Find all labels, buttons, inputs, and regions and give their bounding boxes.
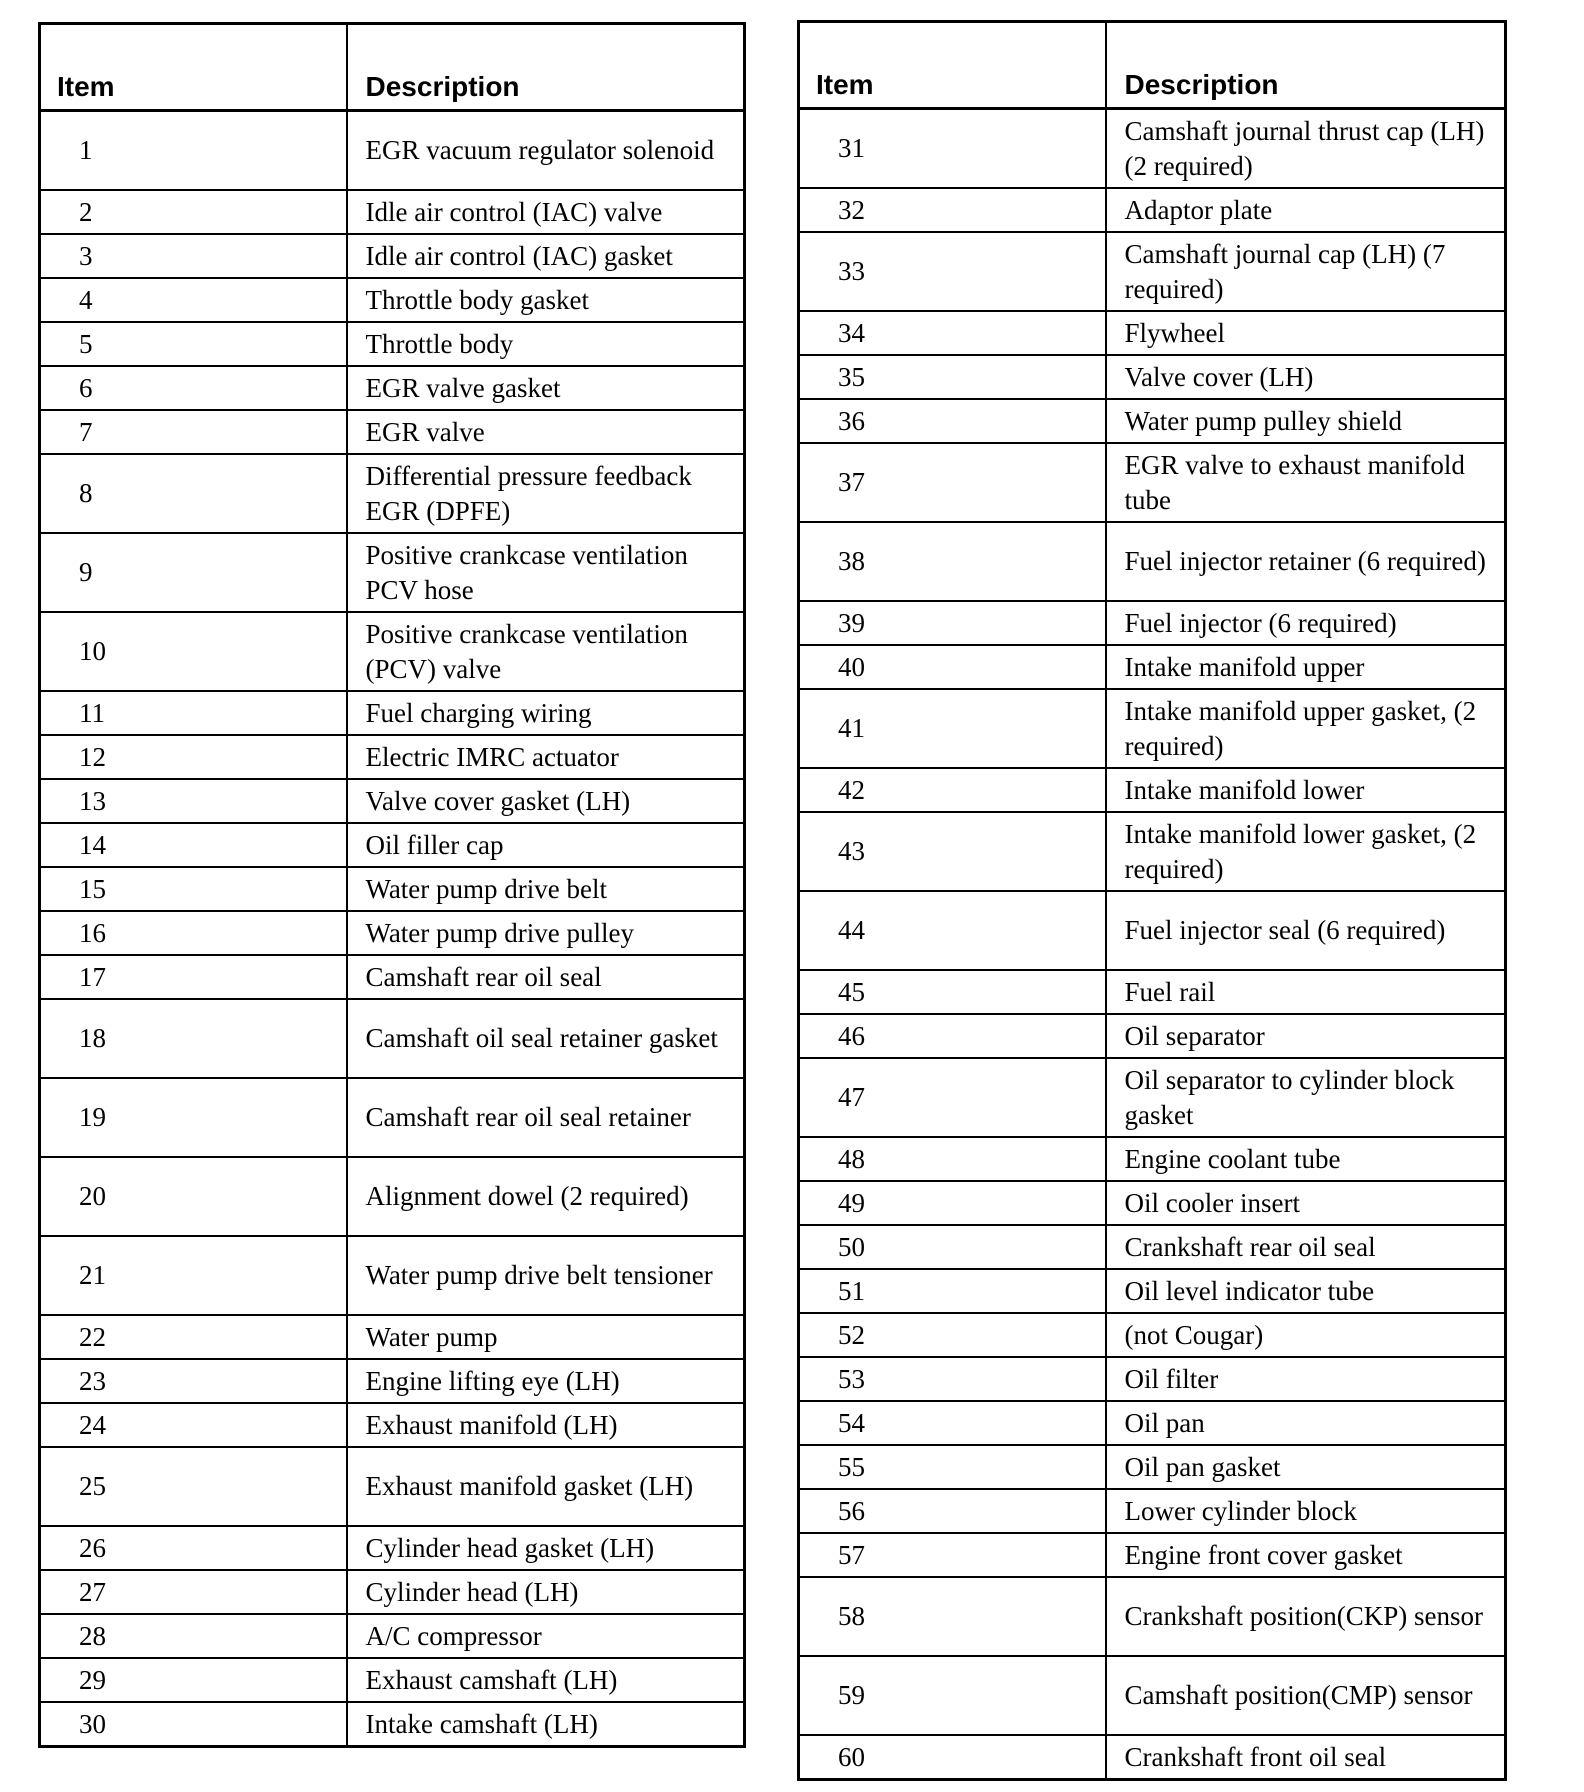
item-number-cell: 1 [40, 111, 347, 191]
item-number-cell: 37 [799, 443, 1106, 522]
table-row [40, 278, 745, 322]
table-row [40, 1702, 745, 1747]
item-number-cell: 14 [40, 823, 347, 867]
item-description-cell: EGR vacuum regulator solenoid [347, 111, 745, 191]
table-row [799, 109, 1506, 189]
table-row [40, 322, 745, 366]
item-number-cell: 27 [40, 1570, 347, 1614]
item-number-cell: 28 [40, 1614, 347, 1658]
table-row [799, 1313, 1506, 1357]
item-description-cell: Exhaust camshaft (LH) [347, 1658, 745, 1702]
item-number-cell: 30 [40, 1702, 347, 1747]
item-description-cell: (not Cougar) [1106, 1313, 1506, 1357]
table-row [40, 823, 745, 867]
item-number-cell: 2 [40, 190, 347, 234]
item-number-cell: 45 [799, 970, 1106, 1014]
table-row [40, 911, 745, 955]
table-row [40, 779, 745, 823]
item-number-cell: 54 [799, 1401, 1106, 1445]
table-row [799, 232, 1506, 311]
item-description-cell: Oil filter [1106, 1357, 1506, 1401]
item-number-cell: 43 [799, 812, 1106, 891]
table-row [40, 1236, 745, 1315]
table-row [799, 1445, 1506, 1489]
item-number-cell: 10 [40, 612, 347, 691]
item-description-cell: Adaptor plate [1106, 188, 1506, 232]
table-row [799, 1489, 1506, 1533]
item-number-cell: 17 [40, 955, 347, 999]
table-row [799, 1137, 1506, 1181]
item-number-cell: 52 [799, 1313, 1106, 1357]
table-row [799, 601, 1506, 645]
item-description-cell: Oil pan [1106, 1401, 1506, 1445]
table-row [40, 612, 745, 691]
item-description-cell: Valve cover (LH) [1106, 355, 1506, 399]
item-description-cell: Intake manifold lower [1106, 768, 1506, 812]
item-number-cell: 46 [799, 1014, 1106, 1058]
item-description-cell: Cylinder head gasket (LH) [347, 1526, 745, 1570]
table-row [799, 689, 1506, 768]
table-row [40, 1359, 745, 1403]
item-description-cell: Camshaft journal thrust cap (LH) (2 required) [1106, 109, 1506, 189]
item-number-cell: 39 [799, 601, 1106, 645]
header-row [40, 24, 745, 111]
item-description-cell: Exhaust manifold gasket (LH) [347, 1447, 745, 1526]
item-number-cell: 18 [40, 999, 347, 1078]
table-row [799, 891, 1506, 970]
parts-table-left [38, 22, 746, 1748]
item-description-cell: Intake manifold upper gasket, (2 required) [1106, 689, 1506, 768]
item-description-cell: Idle air control (IAC) valve [347, 190, 745, 234]
item-description-cell: Oil separator [1106, 1014, 1506, 1058]
item-description-cell: Camshaft position(CMP) sensor [1106, 1656, 1506, 1735]
item-number-cell: 25 [40, 1447, 347, 1526]
item-number-cell: 55 [799, 1445, 1106, 1489]
item-number-cell: 31 [799, 109, 1106, 189]
table-row [799, 1181, 1506, 1225]
item-description-cell: EGR valve gasket [347, 366, 745, 410]
item-number-cell: 38 [799, 522, 1106, 601]
item-number-cell: 40 [799, 645, 1106, 689]
table-row [40, 1157, 745, 1236]
item-description-cell: Crankshaft rear oil seal [1106, 1225, 1506, 1269]
item-number-cell: 36 [799, 399, 1106, 443]
description-column-header: Description [347, 24, 745, 111]
item-description-cell: EGR valve to exhaust manifold tube [1106, 443, 1506, 522]
table-row [799, 1058, 1506, 1137]
table-row [40, 1403, 745, 1447]
item-description-cell: Valve cover gasket (LH) [347, 779, 745, 823]
item-number-cell: 26 [40, 1526, 347, 1570]
item-number-cell: 22 [40, 1315, 347, 1359]
table-row [799, 399, 1506, 443]
item-number-cell: 13 [40, 779, 347, 823]
item-number-cell: 20 [40, 1157, 347, 1236]
item-number-cell: 34 [799, 311, 1106, 355]
item-description-cell: Exhaust manifold (LH) [347, 1403, 745, 1447]
table-row [40, 999, 745, 1078]
item-description-cell: Throttle body gasket [347, 278, 745, 322]
item-description-cell: Crankshaft position(CKP) sensor [1106, 1577, 1506, 1656]
item-number-cell: 11 [40, 691, 347, 735]
item-description-cell: Fuel injector seal (6 required) [1106, 891, 1506, 970]
item-number-cell: 50 [799, 1225, 1106, 1269]
item-number-cell: 35 [799, 355, 1106, 399]
item-description-cell: Water pump drive pulley [347, 911, 745, 955]
item-description-cell: Crankshaft front oil seal [1106, 1735, 1506, 1780]
item-column-header: Item [799, 22, 1106, 109]
table-row [40, 1078, 745, 1157]
item-description-cell: Camshaft rear oil seal retainer [347, 1078, 745, 1157]
item-description-cell: Electric IMRC actuator [347, 735, 745, 779]
item-description-cell: Engine lifting eye (LH) [347, 1359, 745, 1403]
header-row [799, 22, 1506, 109]
table-row [799, 768, 1506, 812]
table-row [799, 1577, 1506, 1656]
table-row [799, 1533, 1506, 1577]
table-row [799, 355, 1506, 399]
table-row [40, 867, 745, 911]
item-description-cell: Idle air control (IAC) gasket [347, 234, 745, 278]
item-description-cell: Flywheel [1106, 311, 1506, 355]
table-row [40, 1658, 745, 1702]
description-column-header: Description [1106, 22, 1506, 109]
item-number-cell: 53 [799, 1357, 1106, 1401]
table-row [40, 190, 745, 234]
item-number-cell: 47 [799, 1058, 1106, 1137]
item-description-cell: Fuel injector retainer (6 required) [1106, 522, 1506, 601]
item-number-cell: 56 [799, 1489, 1106, 1533]
parts-table-right [797, 20, 1507, 1781]
item-description-cell: EGR valve [347, 410, 745, 454]
item-number-cell: 41 [799, 689, 1106, 768]
item-number-cell: 16 [40, 911, 347, 955]
item-number-cell: 24 [40, 1403, 347, 1447]
item-description-cell: Water pump pulley shield [1106, 399, 1506, 443]
item-number-cell: 6 [40, 366, 347, 410]
table-row [799, 443, 1506, 522]
table-row [799, 1014, 1506, 1058]
item-number-cell: 59 [799, 1656, 1106, 1735]
table-row [40, 234, 745, 278]
item-number-cell: 57 [799, 1533, 1106, 1577]
table-row [40, 533, 745, 612]
item-description-cell: Intake manifold upper [1106, 645, 1506, 689]
table-row [40, 955, 745, 999]
table-row [799, 1225, 1506, 1269]
item-number-cell: 29 [40, 1658, 347, 1702]
table-row [799, 1357, 1506, 1401]
item-description-cell: Oil cooler insert [1106, 1181, 1506, 1225]
item-number-cell: 49 [799, 1181, 1106, 1225]
item-number-cell: 23 [40, 1359, 347, 1403]
table-row [799, 188, 1506, 232]
item-description-cell: Alignment dowel (2 required) [347, 1157, 745, 1236]
item-number-cell: 51 [799, 1269, 1106, 1313]
item-description-cell: Throttle body [347, 322, 745, 366]
table-row [799, 522, 1506, 601]
table-row [40, 735, 745, 779]
item-description-cell: Water pump drive belt [347, 867, 745, 911]
table-row [799, 311, 1506, 355]
item-number-cell: 60 [799, 1735, 1106, 1780]
item-description-cell: Intake camshaft (LH) [347, 1702, 745, 1747]
table-row [40, 111, 745, 191]
table-row [799, 970, 1506, 1014]
item-description-cell: Cylinder head (LH) [347, 1570, 745, 1614]
item-description-cell: Oil separator to cylinder block gasket [1106, 1058, 1506, 1137]
item-column-header: Item [40, 24, 347, 111]
item-description-cell: Camshaft oil seal retainer gasket [347, 999, 745, 1078]
item-description-cell: Differential pressure feedback EGR (DPFE) [347, 454, 745, 533]
table-row [40, 1447, 745, 1526]
table-row [40, 1315, 745, 1359]
item-number-cell: 7 [40, 410, 347, 454]
item-description-cell: Positive crankcase ventilation PCV hose [347, 533, 745, 612]
table-row [40, 366, 745, 410]
table-row [40, 1570, 745, 1614]
item-number-cell: 19 [40, 1078, 347, 1157]
item-description-cell: Camshaft rear oil seal [347, 955, 745, 999]
item-description-cell: Water pump [347, 1315, 745, 1359]
item-number-cell: 58 [799, 1577, 1106, 1656]
item-description-cell: A/C compressor [347, 1614, 745, 1658]
table-row [40, 1614, 745, 1658]
table-row [799, 1656, 1506, 1735]
item-number-cell: 4 [40, 278, 347, 322]
item-description-cell: Oil pan gasket [1106, 1445, 1506, 1489]
item-description-cell: Water pump drive belt tensioner [347, 1236, 745, 1315]
table-row [799, 1735, 1506, 1780]
table-row [799, 1401, 1506, 1445]
item-number-cell: 44 [799, 891, 1106, 970]
item-number-cell: 48 [799, 1137, 1106, 1181]
table-row [40, 410, 745, 454]
item-description-cell: Positive crankcase ventilation (PCV) valve [347, 612, 745, 691]
item-description-cell: Fuel rail [1106, 970, 1506, 1014]
item-description-cell: Oil level indicator tube [1106, 1269, 1506, 1313]
item-number-cell: 3 [40, 234, 347, 278]
item-description-cell: Oil filler cap [347, 823, 745, 867]
item-description-cell: Fuel injector (6 required) [1106, 601, 1506, 645]
item-number-cell: 8 [40, 454, 347, 533]
item-description-cell: Engine front cover gasket [1106, 1533, 1506, 1577]
item-number-cell: 42 [799, 768, 1106, 812]
table-row [799, 645, 1506, 689]
table-row [799, 1269, 1506, 1313]
table-row [40, 1526, 745, 1570]
table-row [40, 454, 745, 533]
item-number-cell: 21 [40, 1236, 347, 1315]
item-description-cell: Intake manifold lower gasket, (2 required) [1106, 812, 1506, 891]
item-description-cell: Fuel charging wiring [347, 691, 745, 735]
item-number-cell: 5 [40, 322, 347, 366]
item-description-cell: Camshaft journal cap (LH) (7 required) [1106, 232, 1506, 311]
table-row [799, 812, 1506, 891]
item-number-cell: 15 [40, 867, 347, 911]
item-number-cell: 33 [799, 232, 1106, 311]
item-description-cell: Engine coolant tube [1106, 1137, 1506, 1181]
item-number-cell: 12 [40, 735, 347, 779]
table-row [40, 691, 745, 735]
item-number-cell: 9 [40, 533, 347, 612]
item-number-cell: 32 [799, 188, 1106, 232]
item-description-cell: Lower cylinder block [1106, 1489, 1506, 1533]
